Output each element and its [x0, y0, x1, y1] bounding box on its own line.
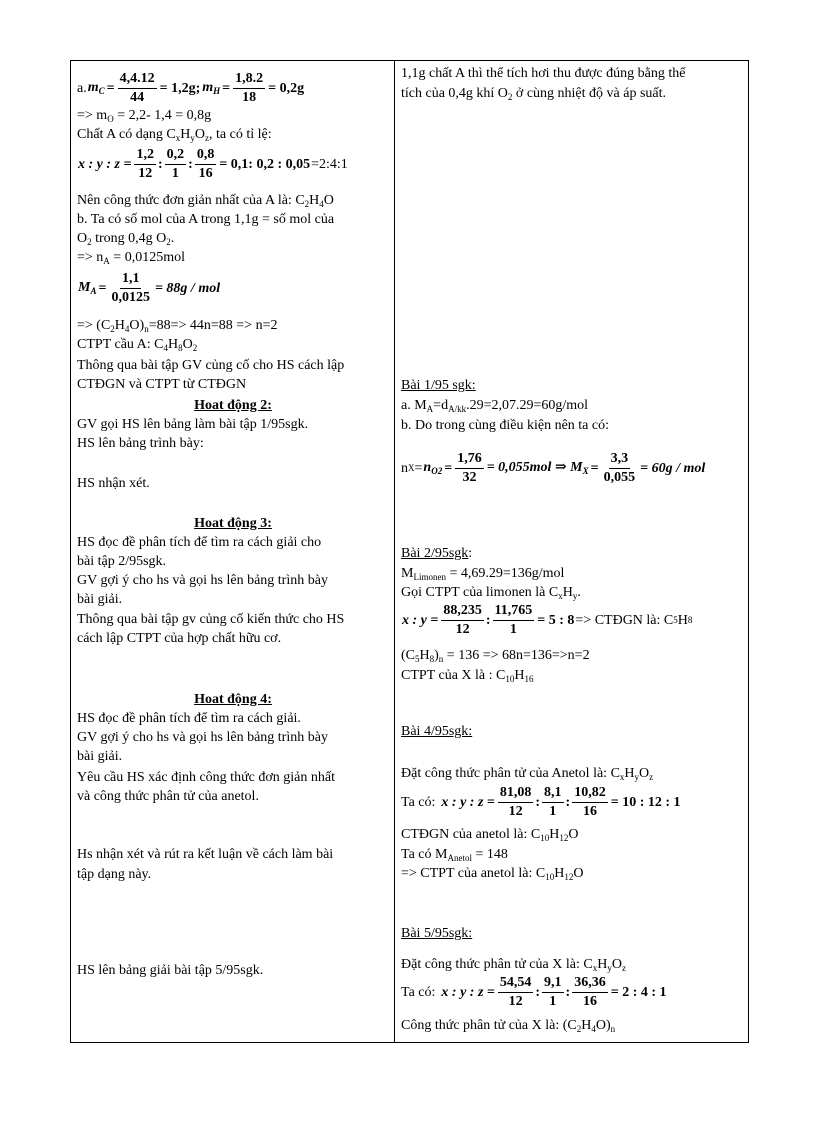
- mc-fraction: $\frac{4,4.12}{44}$: [119, 71, 155, 105]
- exercise-2-ctpt: CTPT của X là : $C_{10}H_{16}$: [401, 668, 534, 684]
- simplest-formula-line: Nên công thức đơn giản nhất của A là: $C_2H_4O$: [77, 193, 334, 209]
- mass-o-line: => $m_O = 2,2-$ 1,4 = 0,8g: [77, 108, 212, 124]
- activity-2-title: Hoat động 2:: [194, 398, 272, 413]
- exercise-2-n-line: $(C_5H_8)_n = 136 => 68n=136=>n=2$: [401, 648, 590, 664]
- mc-result: = 1,2g;: [159, 80, 201, 96]
- part-a-label: a.: [77, 80, 87, 96]
- exercise-2-call-formula: Gọi CTPT của limonen là $C_xH_y$.: [401, 585, 581, 601]
- activity-3-line3: GV gợi ý cho hs và gọi hs lên bảng trình bày: [77, 573, 328, 588]
- ctpt-a-line: CTPT cầu A: $C_4H_8O_2$: [77, 337, 198, 353]
- exercise-1-part-a: a. $M_A=d_{A/kk}.29=2,07.29=60g$/mol: [401, 398, 589, 414]
- mass-c-h-formula: a. $m_C$ = $\frac{4,4.12}{44}$ = 1,2g; $m_H$ = $\frac{1,8.2}{18}$ = 0,2g: [77, 71, 305, 105]
- activity-2-line3: HS nhận xét.: [77, 476, 150, 491]
- exercise-2-title: Bài 2/95sgk:: [401, 546, 473, 561]
- activity-3-title: Hoat động 3:: [194, 516, 272, 531]
- part-b-line1: b. Ta có số mol của A trong 1,1g = số mol của: [77, 212, 335, 227]
- exercise-5-ratio-formula: Ta có: x : y : z = $\frac{54,54}{12}$ : $\frac{9,1}{1}$ : $\frac{36,36}{16}$ = 2 : 4 : 1: [401, 975, 667, 1009]
- activity-4-line3: bài giải.: [77, 749, 123, 764]
- consolidation-line1: Thông qua bài tập GV củng cố cho HS cách lập: [77, 358, 345, 373]
- exercise-1-title: Bài 1/95 sgk:: [401, 378, 476, 393]
- molar-mass-a-formula: $M_A$ = $\frac{1,1}{0,0125}$ = 88g / mol: [78, 271, 221, 305]
- consolidation-line2: CTĐGN và CTPT từ CTĐGN: [77, 377, 247, 392]
- exercise-1-formula: n X = $n_{O2}$ = $\frac{1,76}{32}$ = 0,055mol ⇒ $M_X$ = $\frac{3,3}{0,055}$ = 60g / mol: [401, 451, 706, 485]
- intro-line1: 1,1g chất A thì thể tích hơi thu được đúng bằng thể: [401, 66, 686, 81]
- activity-4-line1: HS đọc đề phân tích để tìm ra cách giải.: [77, 711, 301, 726]
- exercise-4-ctdgn: CTĐGN của anetol là: $C_{10}H_{12}O$: [401, 827, 579, 843]
- exercise-2-molar-mass: $M_{Limonen} = 4,69.29=136g/mol$: [401, 566, 565, 582]
- intro-line2: tích của 0,4g khí $O_2$ ở cùng nhiệt độ và áp suất.: [401, 86, 667, 102]
- exercise-4-ctpt: => CTPT của anetol là: $C_{10}H_{12}O$: [401, 866, 584, 882]
- activity-4-line2: GV gợi ý cho hs và gọi hs lên bảng trình bày: [77, 730, 328, 745]
- formula-form-line: Chất A có dạng $C_xH_yO_z$, ta có tỉ lệ:: [77, 127, 272, 143]
- activity-4-title: Hoat động 4:: [194, 692, 272, 707]
- exercise-4-title: Bài 4/95sgk:: [401, 724, 473, 739]
- mh-fraction: $\frac{1,8.2}{18}$: [235, 71, 264, 105]
- mc-symbol: $m_C$: [87, 80, 105, 96]
- activity-3-line2: bài tập 2/95sgk.: [77, 554, 167, 569]
- activity-2-line1: GV gọi HS lên bảng làm bài tập 1/95sgk.: [77, 417, 309, 432]
- lesson-table: [70, 60, 749, 1043]
- mh-result: = 0,2g: [268, 80, 305, 96]
- activity-3-line1: HS đọc đề phân tích để tìm ra cách giải cho: [77, 535, 322, 550]
- exercise-5-title: Bài 5/95sgk:: [401, 926, 473, 941]
- exercise-5-ctpt: Công thức phân tử của X là: $(C_2H_4O)_n$: [401, 1018, 616, 1034]
- activity-4-line7: tập dạng này.: [77, 867, 152, 882]
- mh-symbol: $m_H$: [202, 80, 221, 96]
- activity-2-line2: HS lên bảng trình bày:: [77, 436, 204, 451]
- exercise-4-ratio-formula: Ta có: x : y : z = $\frac{81,08}{12}$ : $\frac{8,1}{1}$ : $\frac{10,82}{16}$ = 10 : 12 : 1: [401, 785, 681, 819]
- exercise-4-molar-mass: Ta có $M_{Anetol} = 148$: [401, 847, 508, 863]
- ratio-xyz-formula: x : y : z = $\frac{1,2}{12}$ : $\frac{0,2}{1}$ : $\frac{0,8}{16}$ = 0,1: 0,2 : 0,05 =2:4:1: [78, 147, 348, 181]
- mol-a-line: => $n_A = 0,0125mol$: [77, 250, 185, 266]
- part-b-line2: $O_2$ trong 0,4g $O_2$.: [77, 231, 175, 247]
- activity-3-line6: cách lập CTPT của hợp chất hữu cơ.: [77, 631, 282, 646]
- exercise-4-set-formula: Đặt công thức phân tử của Anetol là: $C_xH_yO_z$: [401, 766, 654, 782]
- activity-4-line4: Yêu cầu HS xác định công thức đơn giản nhất: [77, 770, 335, 785]
- activity-5-line1: HS lên bảng giải bài tập 5/95sgk.: [77, 963, 264, 978]
- activity-4-line6: Hs nhận xét và rút ra kết luận về cách làm bài: [77, 847, 334, 862]
- activity-4-line5: và công thức phân tử của anetol.: [77, 789, 259, 804]
- exercise-5-set-formula: Đặt công thức phân tử của X là: $C_xH_yO_z$: [401, 957, 626, 973]
- activity-3-line5: Thông qua bài tập gv củng cố kiến thức cho HS: [77, 612, 345, 627]
- activity-3-line4: bài giải.: [77, 592, 123, 607]
- column-divider: [394, 61, 395, 1042]
- n-value-line: => $(C_2H_4O)_n=88=> 44n=88 => n=2$: [77, 318, 278, 334]
- exercise-2-ratio-formula: x : y = $\frac{88,235}{12}$ : $\frac{11,765}{1}$ = 5 : 8 => CTĐGN là: C 5 H 8: [402, 603, 693, 637]
- exercise-1-part-b: b. Do trong cùng điều kiện nên ta có:: [401, 418, 610, 433]
